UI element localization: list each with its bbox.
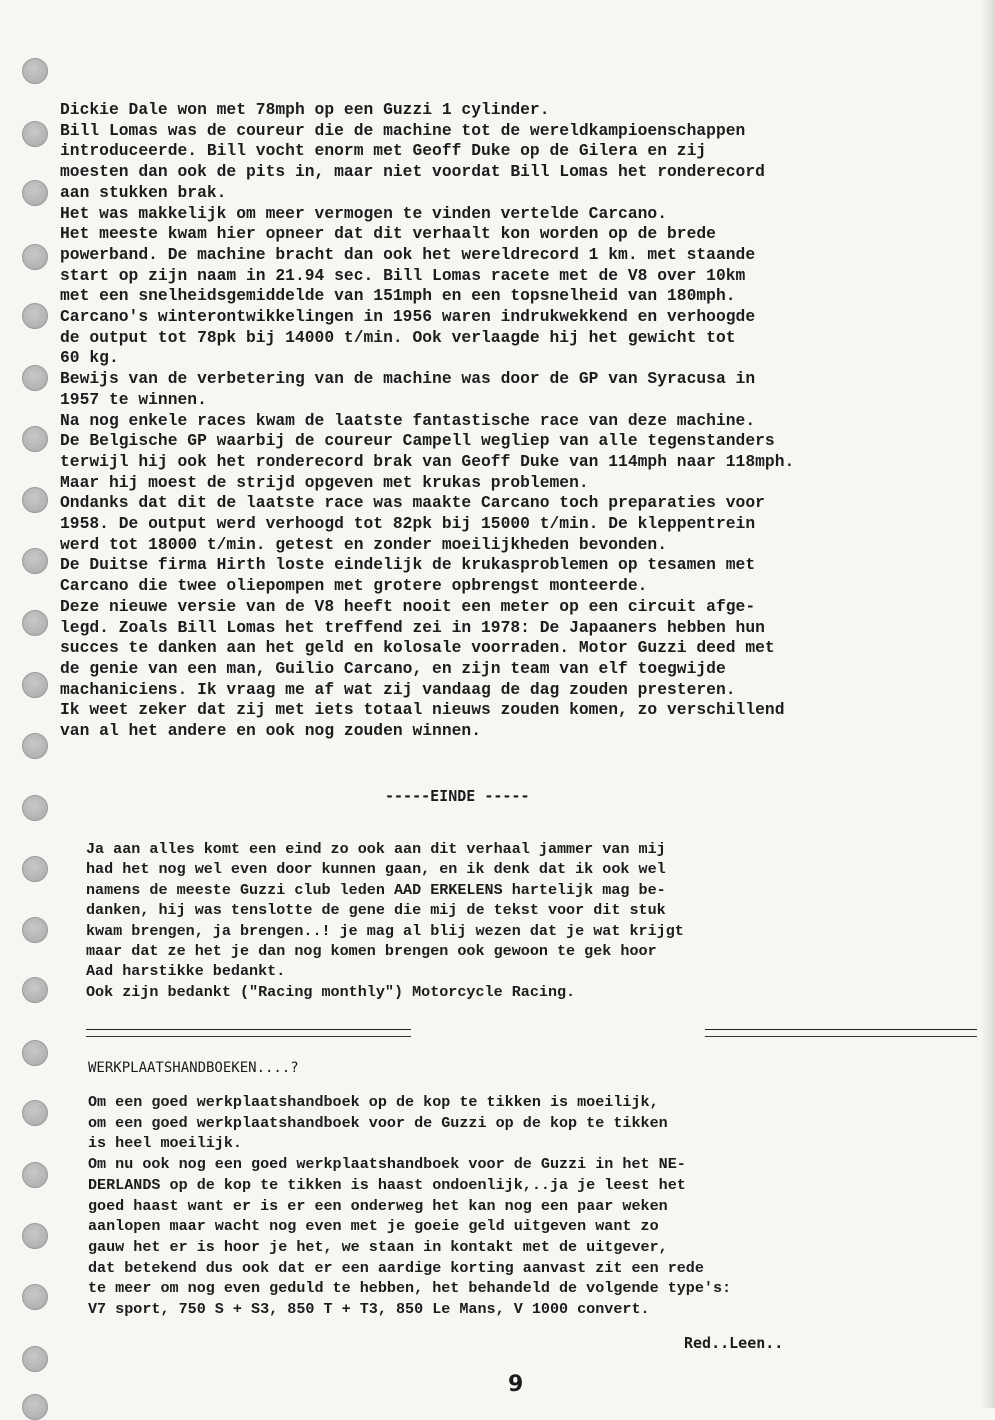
punch-hole — [22, 1394, 48, 1420]
text-line: kwam brengen, ja brengen..! je mag al blij wezen dat je wat krijgt — [86, 921, 684, 940]
punch-hole — [22, 244, 48, 270]
text-line: Het meeste kwam hier opneer dat dit verhaalt kon worden op de brede — [60, 224, 716, 244]
text-line: introduceerde. Bill vocht enorm met Geoff Duke op de Gilera en zij — [60, 141, 707, 161]
text-line: de output tot 78pk bij 14000 t/min. Ook verlaagde hij het gewicht tot — [60, 327, 736, 347]
end-marker: -----EINDE ----- — [385, 787, 530, 805]
punch-hole — [22, 1284, 48, 1310]
punch-hole — [22, 733, 48, 759]
text-line: V7 sport, 750 S + S3, 850 T + T3, 850 Le Mans, V 1000 convert. — [88, 1300, 650, 1319]
text-line: 1957 te winnen. — [60, 389, 207, 409]
closing-note — [86, 839, 684, 1002]
punch-hole — [22, 487, 48, 513]
text-line: Bewijs van de verbetering van de machine was door de GP van Syracusa in — [60, 369, 756, 389]
text-line: aan stukken brak. — [60, 182, 227, 202]
text-line: DERLANDS op de kop te tikken is haast ondoenlijk,..ja je leest het — [88, 1175, 686, 1194]
punch-hole — [22, 1223, 48, 1249]
text-line: met een snelheidsgemiddelde van 151mph en een topsnelheid van 180mph. — [60, 286, 736, 306]
punch-hole — [22, 1040, 48, 1066]
text-line: Na nog enkele races kwam de laatste fantastische race van deze machine. — [60, 410, 756, 430]
text-line: moesten dan ook de pits in, maar niet voordat Bill Lomas het ronderecord — [60, 162, 765, 182]
text-line: Bill Lomas was de coureur die de machine tot de wereldkampioenschappen — [60, 120, 746, 140]
workshop-title: WERKPLAATSHANDBOEKEN....? — [88, 1060, 299, 1076]
article-body — [60, 100, 794, 742]
text-line: Om nu ook nog een goed werkplaatshandboek voor de Guzzi in het NE- — [88, 1155, 686, 1174]
text-line: 1958. De output werd verhoogd tot 82pk bij 15000 t/min. De kleppentrein — [60, 514, 756, 534]
text-line: powerband. De machine bracht dan ook het wereldrecord 1 km. met staande — [60, 244, 756, 264]
text-line: had het nog wel even door kunnen gaan, en ik denk dat ik ook wel — [86, 860, 666, 879]
punch-hole — [22, 426, 48, 452]
punch-hole — [22, 58, 48, 84]
text-line: van al het andere en ook nog zouden winnen. — [60, 721, 481, 741]
divider-right-thin — [705, 1036, 977, 1037]
text-line: Carcano's winterontwikkelingen in 1956 waren indrukwekkend en verhoogde — [60, 307, 756, 327]
punch-hole — [22, 856, 48, 882]
punch-hole — [22, 1346, 48, 1372]
text-line: goed haast want er is er een onderweg het kan nog een paar weken — [88, 1196, 668, 1215]
text-line: Maar hij moest de strijd opgeven met krukas problemen. — [60, 472, 589, 492]
text-line: Ik weet zeker dat zij met iets totaal nieuws zouden komen, zo verschillend — [60, 700, 785, 720]
text-line: machaniciens. Ik vraag me af wat zij vandaag de dag zouden presteren. — [60, 679, 736, 699]
punch-hole — [22, 303, 48, 329]
page-number: 9 — [508, 1372, 524, 1397]
text-line: Carcano die twee oliepompen met grotere opbrengst monteerde. — [60, 576, 648, 596]
punch-hole — [22, 917, 48, 943]
text-line: 60 kg. — [60, 348, 119, 368]
text-line: Aad harstikke bedankt. — [86, 962, 286, 981]
text-line: Dickie Dale won met 78mph op een Guzzi 1 cylinder. — [60, 100, 550, 119]
text-line: Om een goed werkplaatshandboek op de kop te tikken is moeilijk, — [88, 1093, 659, 1111]
workshop-body — [88, 1092, 731, 1320]
text-line: Ja aan alles komt een eind zo ook aan dit verhaal jammer van mij — [86, 840, 666, 858]
text-line: te meer om nog even geduld te hebben, het behandeld de volgende type's: — [88, 1279, 732, 1298]
divider-left-thin — [86, 1036, 411, 1037]
punch-hole — [22, 365, 48, 391]
text-line: gauw het er is hoor je het, we staan in kontakt met de uitgever, — [88, 1237, 668, 1256]
text-line: start op zijn naam in 21.94 sec. Bill Lomas racete met de V8 over 10km — [60, 265, 746, 285]
text-line: De Belgische GP waarbij de coureur Campell wegliep van alle tegenstanders — [60, 431, 775, 451]
punch-hole — [22, 977, 48, 1003]
text-line: dat betekend dus ook dat er een aardige korting aanvast zit een rede — [88, 1258, 704, 1277]
text-line: werd tot 18000 t/min. getest en zonder moeilijkheden bevonden. — [60, 534, 668, 554]
text-line: is heel moeilijk. — [88, 1134, 242, 1153]
signature: Red..Leen.. — [684, 1334, 784, 1352]
divider-right — [705, 1029, 977, 1030]
punch-hole — [22, 1162, 48, 1188]
text-line: terwijl hij ook het ronderecord brak van Geoff Duke van 114mph naar 118mph. — [60, 451, 795, 471]
text-line: danken, hij was tenslotte de gene die mij de tekst voor dit stuk — [86, 901, 666, 920]
text-line: Ondanks dat dit de laatste race was maakte Carcano toch preparaties voor — [60, 493, 765, 513]
punch-hole — [22, 1100, 48, 1126]
punch-hole — [22, 795, 48, 821]
punch-hole — [22, 610, 48, 636]
text-line: succes te danken aan het geld en kolosale voorraden. Motor Guzzi deed met — [60, 638, 775, 658]
text-line: Ook zijn bedankt ("Racing monthly") Motorcycle Racing. — [86, 982, 576, 1001]
text-line: Deze nieuwe versie van de V8 heeft nooit een meter op een circuit afge- — [60, 596, 756, 616]
text-line: Het was makkelijk om meer vermogen te vinden vertelde Carcano. — [60, 203, 668, 223]
text-line: om een goed werkplaatshandboek voor de Guzzi op de kop te tikken — [88, 1113, 668, 1132]
text-line: legd. Zoals Bill Lomas het treffend zei in 1978: De Japaaners hebben hun — [60, 617, 765, 637]
text-line: de genie van een man, Guilio Carcano, en zijn team van elf toegwijde — [60, 658, 726, 678]
text-line: aanlopen maar wacht nog even met je goeie geld uitgeven want zo — [88, 1217, 659, 1236]
text-line: namens de meeste Guzzi club leden AAD ERKELENS hartelijk mag be- — [86, 880, 666, 899]
text-line: maar dat ze het je dan nog komen brengen ook gewoon te gek hoor — [86, 942, 657, 961]
punch-hole — [22, 180, 48, 206]
punch-hole — [22, 672, 48, 698]
punch-hole — [22, 121, 48, 147]
text-line: De Duitse firma Hirth loste eindelijk de krukasproblemen op tesamen met — [60, 555, 756, 575]
page-edge-shadow — [981, 0, 995, 1408]
punch-hole — [22, 548, 48, 574]
divider-left — [86, 1029, 411, 1030]
